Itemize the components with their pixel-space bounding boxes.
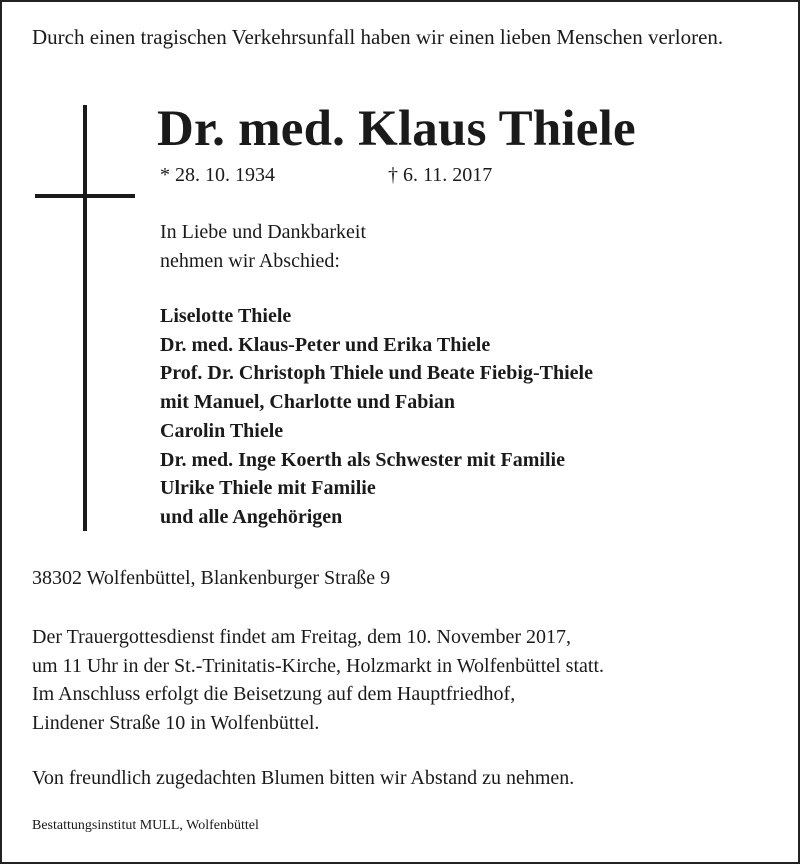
deceased-name: Dr. med. Klaus Thiele xyxy=(157,101,636,157)
undertaker-credit: Bestattungsinstitut MULL, Wolfenbüttel xyxy=(32,818,259,833)
mourner-entry: Dr. med. Inge Koerth als Schwester mit Familie xyxy=(160,448,565,471)
mourner-entry: und alle Angehörigen xyxy=(160,505,343,528)
mourner-entry: Carolin Thiele xyxy=(160,419,284,442)
mourner-entry: Dr. med. Klaus-Peter und Erika Thiele xyxy=(160,333,491,356)
service-line: um 11 Uhr in der St.-Trinitatis-Kirche, Holzmarkt in Wolfenbüttel statt. xyxy=(32,654,605,677)
service-line: Der Trauergottesdienst findet am Freitag, dem 10. November 2017, xyxy=(32,626,571,648)
farewell-line: nehmen wir Abschied: xyxy=(160,250,340,272)
service-line: Lindener Straße 10 in Wolfenbüttel. xyxy=(32,712,320,735)
flowers-note: Von freundlich zugedachten Blumen bitten wir Abstand zu nehmen. xyxy=(32,767,575,789)
service-line: Im Anschluss erfolgt die Beisetzung auf dem Hauptfriedhof, xyxy=(32,683,516,706)
mourner-entry: Ulrike Thiele mit Familie xyxy=(160,477,376,500)
family-address: 38302 Wolfenbüttel, Blankenburger Straße 9 xyxy=(32,567,391,589)
farewell-text xyxy=(160,218,366,276)
mourner-entry: mit Manuel, Charlotte und Fabian xyxy=(160,391,456,414)
birth-date: * 28. 10. 1934 xyxy=(160,164,275,186)
death-date: † 6. 11. 2017 xyxy=(388,164,493,186)
cross-icon xyxy=(35,105,135,531)
service-info xyxy=(32,623,604,738)
mourner-entry: Prof. Dr. Christoph Thiele und Beate Fiebig-Thiele xyxy=(160,362,593,385)
life-dates xyxy=(160,162,493,188)
mourners-list xyxy=(160,302,593,532)
farewell-line: In Liebe und Dankbarkeit xyxy=(160,221,367,243)
mourner-entry: Liselotte Thiele xyxy=(160,305,292,327)
intro-text: Durch einen tragischen Verkehrsunfall haben wir einen lieben Menschen verloren. xyxy=(32,25,724,49)
cross-vertical-bar xyxy=(83,105,87,531)
cross-horizontal-bar xyxy=(35,194,135,198)
